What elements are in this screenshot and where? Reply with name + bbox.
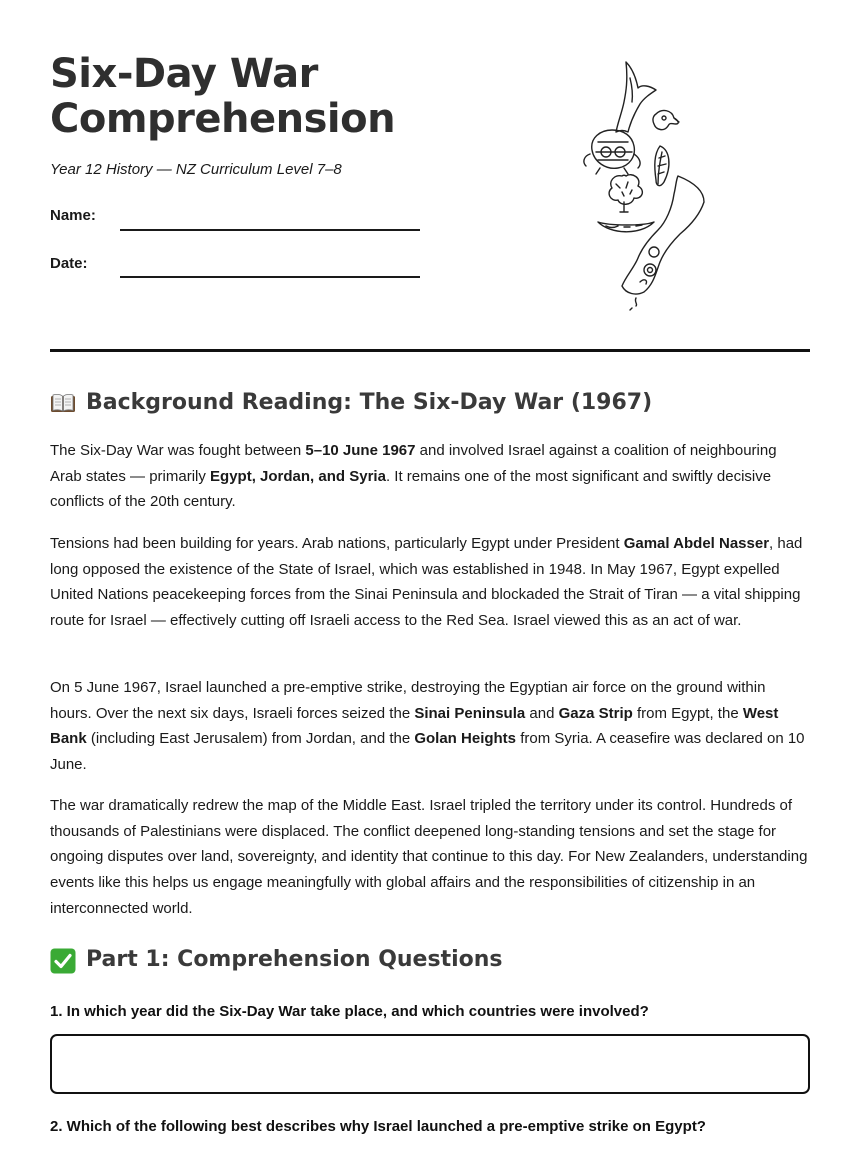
check-mark-icon: [50, 948, 76, 972]
question-2: 2. Which of the following best describes why Israel launched a pre-emptive strike on Egypt?: [50, 1118, 706, 1135]
part1-heading: [50, 947, 503, 972]
background-paragraph-2: Tensions had been building for years. Arab nations, particularly Egypt under President Gamal Abdel Nasser, had long opposed the existence of the State of Israel, which was established in 1948. In May 1967, Egypt expelled United Nations peacekeeping forces from the Sinai Peninsula and blockaded the Strait of Tiran — a vital shipping route for Israel — effectively cutting off Israeli access to the Red Sea. Israel viewed this as an act of war.: [50, 535, 803, 630]
background-heading-text: Background Reading: The Six-Day War (1967): [86, 390, 653, 415]
page-subtitle: Year 12 History — NZ Curriculum Level 7–8: [50, 161, 342, 178]
part1-heading-text: Part 1: Comprehension Questions: [86, 947, 503, 972]
nz-motif-illustration-icon: [580, 58, 710, 313]
name-label: Name:: [50, 207, 96, 224]
date-label: Date:: [50, 255, 88, 272]
background-heading: [50, 390, 652, 415]
name-field[interactable]: [120, 229, 420, 231]
question-1: 1. In which year did the Six-Day War take place, and which countries were involved?: [50, 1003, 649, 1020]
page-title-line2: Comprehension: [50, 96, 396, 142]
background-paragraph-4: The war dramatically redrew the map of the Middle East. Israel tripled the territory under its control. Hundreds of thousands of Palestinians were displaced. The conflict deepened long-standing tensions and set the stage for ongoing disputes over land, sovereignty, and identity that continue to this day. For New Zealanders, understanding events like this helps us engage meaningfully with global affairs and the responsibilities of citizenship in an interconnected world.: [50, 797, 808, 917]
section-divider: [50, 349, 810, 352]
background-paragraph-3: On 5 June 1967, Israel launched a pre-emptive strike, destroying the Egyptian air force on the ground within hours. Over the next six days, Israeli forces seized the Sinai Peninsula and Gaza Strip from Egypt, the West Bank (including East Jerusalem) from Jordan, and the Golan Heights from Syria. A ceasefire was declared on 10 June.: [50, 679, 805, 774]
page-title-line1: Six-Day War: [50, 51, 318, 97]
page-title: [50, 52, 470, 142]
background-paragraph-1: The Six-Day War was fought between 5–10 June 1967 and involved Israel against a coalition of neighbouring Arab states — primarily Egypt, Jordan, and Syria. It remains one of the most significant and swiftly decisive conflicts of the 20th century.: [50, 442, 777, 511]
open-book-icon: [50, 391, 76, 415]
answer-1-input[interactable]: [50, 1034, 810, 1094]
date-field[interactable]: [120, 276, 420, 278]
